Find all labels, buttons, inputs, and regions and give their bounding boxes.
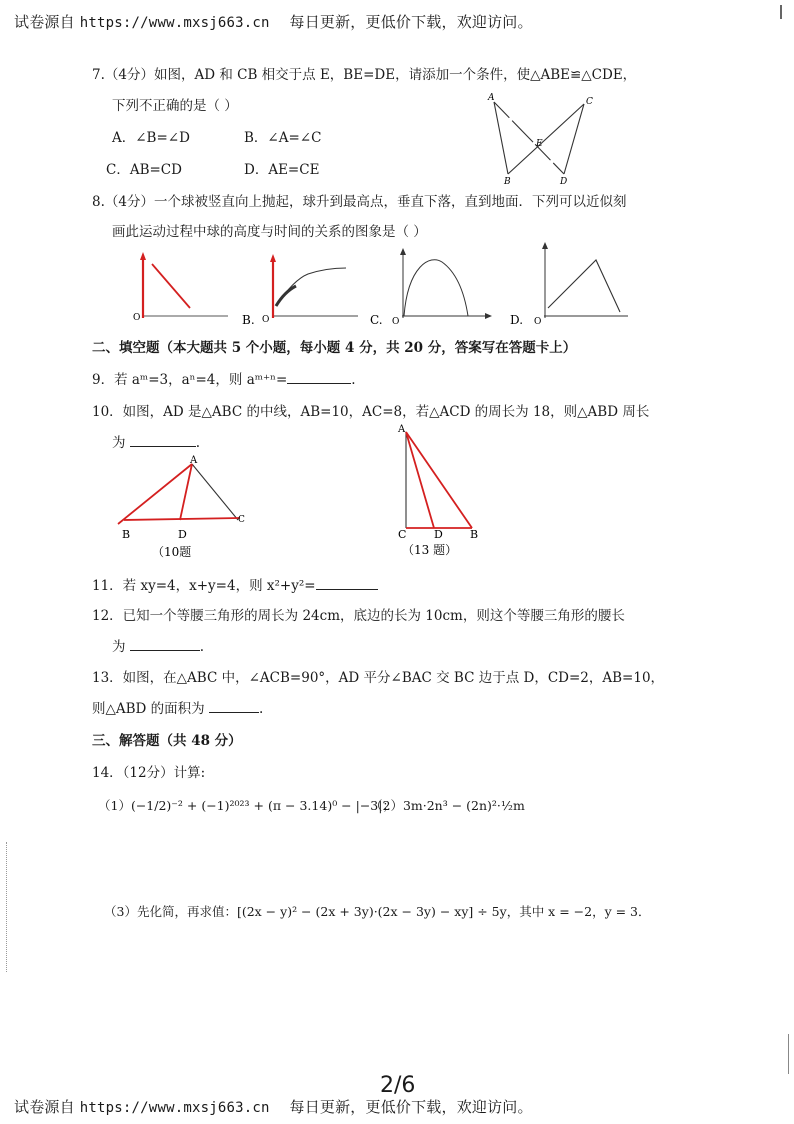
q9-blank — [287, 371, 351, 384]
q8-graph-d — [508, 238, 634, 328]
q14-title: 14．（12分）计算: — [92, 765, 206, 781]
q12-line2-text: 为 — [112, 639, 126, 655]
q13-line2-text: 则△ABD 的面积为 — [92, 701, 205, 717]
q8-graph-d-curve — [548, 260, 620, 312]
q7-option-c: C．AB=CD — [106, 162, 182, 178]
figure-10 — [110, 452, 260, 562]
q8-graph-d-arrow — [542, 242, 548, 249]
q10-line2 — [112, 431, 200, 451]
q11 — [92, 574, 378, 594]
q7-segment-ad — [494, 102, 564, 174]
q7-option-a: A．∠B=∠D — [112, 130, 190, 146]
q14-part2: （2）3m·2n³ − (2n)²·½m — [370, 798, 525, 813]
q8-graph-c-curve — [404, 260, 468, 316]
scan-mark — [780, 5, 782, 19]
q7-figure — [480, 88, 600, 188]
q10-line1: 10．如图，AD 是△ABC 的中线，AB=10，AC=8，若△ACD 的周长为 18，则△ABD 周长 — [92, 404, 650, 420]
q13-line1: 13．如图，在△ABC 中，∠ACB=90°，AD 平分∠BAC 交 BC 边于点 D，CD=2，AB=10， — [92, 670, 665, 686]
footer-slogan: 每日更新，更低价下载，欢迎访问。 — [289, 1098, 533, 1116]
q14-part3: （3）先化简，再求值：[(2x − y)² − (2x + 3y)·(2x − 3y) − xy] ÷ 5y，其中 x = −2，y = 3． — [104, 904, 651, 919]
q7-segment-ab — [494, 102, 508, 174]
page-header — [14, 11, 533, 32]
fig13-label-d: D — [434, 528, 443, 541]
q7-option-d: D．AE=CE — [244, 162, 320, 178]
q10-end: . — [195, 435, 201, 451]
footer-source: 试卷源自 — [14, 1098, 75, 1116]
fig13-side-ab — [406, 432, 472, 528]
q14-part1: （1）(−1/2)⁻² + (−1)²⁰²³ + (π − 3.14)⁰ − |−3|； — [98, 798, 395, 813]
fig10-label-b: B — [122, 528, 131, 541]
q7-label-c: C — [586, 97, 593, 107]
fig10-label-a: A — [190, 455, 198, 466]
q8-line2: 画此运动过程中球的高度与时间的关系的图象是（ ） — [112, 224, 427, 240]
q12-line1: 12．已知一个等腰三角形的周长为 24cm，底边的长为 10cm，则这个等腰三角形的腰长 — [92, 608, 625, 624]
q7-line1: 7.（4分）如图，AD 和 CB 相交于点 E，BE=DE，请添加一个条件，使△ABE≌△CDE， — [92, 67, 637, 83]
q7-line2: 下列不正确的是（ ） — [112, 98, 238, 114]
q8-graph-c-x-arrow — [485, 313, 492, 319]
fig13-caption: （13 题） — [402, 543, 458, 557]
q9 — [92, 368, 356, 388]
fig10-label-d: D — [178, 528, 187, 541]
q11-text: 11．若 xy=4，x+y=4，则 x²+y²= — [92, 578, 316, 594]
q10-line2-text: 为 — [112, 435, 126, 451]
q7-label-b: B — [504, 177, 511, 187]
q11-blank — [316, 577, 378, 590]
q13-blank — [209, 700, 259, 713]
q13-line2 — [92, 697, 263, 717]
page-number: 2/6 — [380, 1073, 416, 1098]
q7-label-a: A — [488, 93, 495, 103]
q8-graph-c — [368, 244, 494, 328]
fig13-label-b: B — [470, 528, 479, 541]
q7-label-e: E — [536, 139, 543, 149]
scan-edge-right — [788, 1034, 789, 1074]
header-slogan: 每日更新，更低价下载，欢迎访问。 — [289, 13, 533, 31]
q9-text: 9．若 aᵐ=3，aⁿ=4，则 aᵐ⁺ⁿ= — [92, 372, 288, 388]
q7-label-d: D — [560, 177, 568, 187]
fig10-caption: （10题 — [152, 545, 192, 559]
q7-option-b: B．∠A=∠C — [244, 130, 322, 146]
fig13-bisector-ad — [406, 432, 434, 528]
q8-graph-b — [236, 248, 366, 328]
q10-blank — [130, 434, 196, 447]
q8-graph-c-label: C. — [370, 313, 383, 327]
q12-blank — [130, 638, 200, 651]
q8-graph-b-arrow — [270, 254, 276, 262]
q8-graph-c-arrow — [400, 248, 406, 255]
section2-title: 二、填空题（本大题共 5 个小题，每小题 4 分，共 20 分，答案写在答题卡上） — [92, 340, 577, 356]
q8-graph-b-label: B. — [242, 313, 255, 327]
q8-graph-a-curve — [152, 264, 190, 308]
q13-end: . — [258, 701, 264, 717]
q12-end: . — [199, 639, 205, 655]
q8-graph-a-origin: O — [133, 313, 141, 323]
footer-url[interactable]: https://www.mxsj663.cn — [79, 1100, 270, 1116]
q9-end: . — [351, 372, 356, 388]
fig13-label-a: A — [398, 424, 406, 435]
q8-graph-b-curve — [276, 268, 346, 306]
header-url[interactable]: https://www.mxsj663.cn — [79, 15, 270, 31]
page-footer — [14, 1096, 533, 1117]
q8-graph-a — [128, 246, 238, 326]
fig10-side-ac — [192, 464, 238, 520]
header-source: 试卷源自 — [14, 13, 75, 31]
scan-edge-marks — [6, 842, 9, 972]
q8-graph-b-curve-mark — [276, 286, 296, 306]
section3-title: 三、解答题（共 48 分） — [92, 733, 242, 749]
fig10-label-c: C — [238, 515, 245, 525]
q8-line1: 8.（4分）一个球被竖直向上抛起，球升到最高点，垂直下落，直到地面．下列可以近似刻 — [92, 194, 627, 210]
figure-13 — [390, 420, 490, 560]
q12-line2 — [112, 635, 204, 655]
q8-graph-d-origin: O — [534, 317, 542, 327]
fig10-side-bc — [124, 518, 240, 520]
fig13-label-c: C — [398, 528, 407, 541]
q7-segment-cd — [564, 104, 584, 174]
q8-graph-b-origin: O — [262, 315, 270, 325]
q7-segment-cb — [508, 104, 584, 174]
q8-graph-a-arrow — [140, 252, 146, 260]
q8-graph-c-origin: O — [392, 317, 400, 327]
q8-graph-d-label: D. — [510, 313, 524, 327]
